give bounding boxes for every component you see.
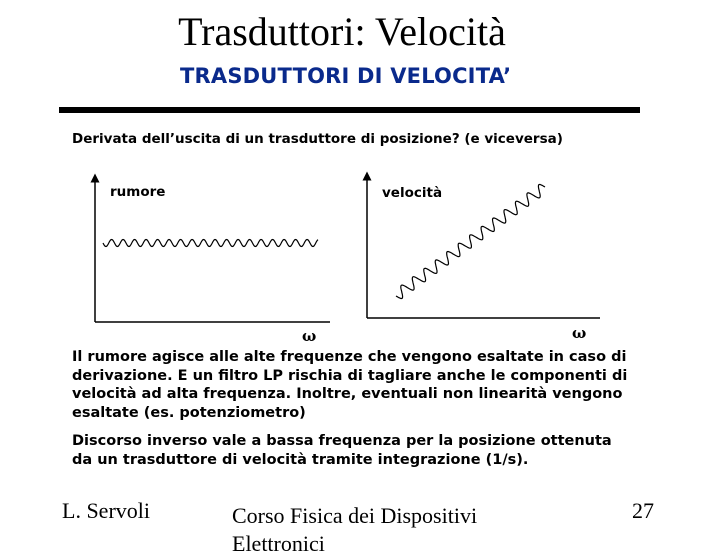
- left-plot-label: rumore: [110, 184, 166, 200]
- footer-author: L. Servoli: [62, 498, 150, 523]
- right-omega-label: ω: [572, 324, 587, 342]
- slide-subtitle: TRASDUTTORI DI VELOCITA’: [180, 64, 512, 88]
- velocity-wave: [396, 185, 545, 299]
- left-omega-label: ω: [302, 327, 317, 345]
- left-plot: [95, 178, 330, 345]
- slide-title: Trasduttori: Velocità: [178, 9, 506, 54]
- question-text: Derivata dell’uscita di un trasduttore di posizione? (e viceversa): [72, 131, 563, 147]
- paragraph-noise: Il rumore agisce alle alte frequenze che vengono esaltate in caso di derivazione. E un filtro LP rischia di tagliare anche le componenti di velocità ad alta frequenza. Inoltre, eventuali non linearità vengono esaltate (es. potenziometro): [72, 349, 628, 421]
- footer-page-number: 27: [632, 498, 654, 523]
- paragraph-integration: Discorso inverso vale a bassa frequenza per la posizione ottenuta da un trasduttore di velocità tramite integrazione (1/s).: [72, 433, 612, 468]
- right-plot: [367, 176, 600, 342]
- footer-course: Corso Fisica dei Dispositivi Elettronici: [232, 503, 478, 556]
- right-plot-label: velocità: [382, 185, 443, 201]
- noise-wave: [103, 240, 318, 247]
